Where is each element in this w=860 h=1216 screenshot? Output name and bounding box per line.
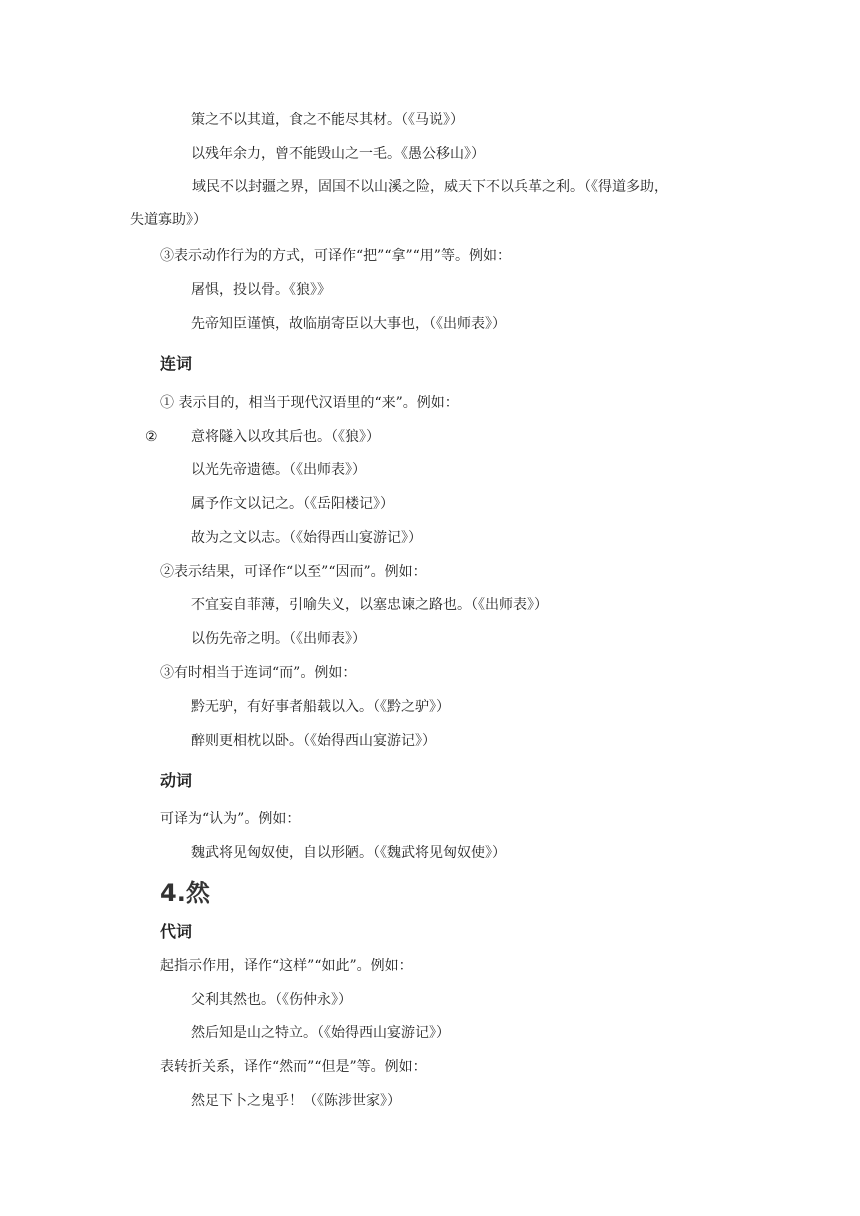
example-line: 然足下卜之鬼乎！（《陈涉世家》）	[191, 1093, 401, 1109]
section-heading-conjunction: 连词	[160, 354, 193, 373]
usage-description: 可译为“认为”。例如：	[160, 811, 301, 827]
section-heading-pronoun: 代词	[160, 922, 193, 941]
example-line: 属予作文以记之。（《岳阳楼记》）	[191, 496, 394, 512]
usage-description: ③表示动作行为的方式，可译作“把”“拿”“用”等。例如：	[160, 248, 511, 264]
example-line: 父利其然也。（《伤仲永》）	[191, 992, 352, 1008]
section-heading-verb: 动词	[160, 771, 193, 790]
usage-description: ②表示结果，可译作“以至”“因而”。例如：	[160, 564, 427, 580]
word-heading-ran: 4.然	[160, 879, 210, 907]
example-line: 以残年余力，曾不能毁山之一毛。《愚公移山》）	[191, 146, 485, 162]
usage-description: ① 表示目的，相当于现代汉语里的“来”。例如：	[160, 395, 459, 411]
example-line: 失道寡助》）	[130, 212, 207, 228]
example-line: 故为之文以志。（《始得西山宴游记》）	[191, 530, 422, 546]
example-line: 域民不以封疆之界，固国不以山溪之险，威天下不以兵革之利。（《得道多助，	[192, 179, 668, 195]
usage-description: ③有时相当于连词“而”。例如：	[160, 665, 357, 681]
example-line: 意将隧入以攻其后也。（《狼》）	[191, 429, 380, 445]
example-line: 黔无驴，有好事者船载以入。（《黔之驴》）	[191, 699, 450, 715]
example-line: 醉则更相枕以卧。（《始得西山宴游记》）	[191, 733, 436, 749]
example-line: 以光先帝遗德。（《出师表》）	[191, 462, 366, 478]
example-line: 不宜妄自菲薄，引喻失义，以塞忠谏之路也。（《出师表》）	[191, 597, 548, 613]
example-line: 然后知是山之特立。（《始得西山宴游记》）	[191, 1025, 450, 1041]
usage-description: 起指示作用，译作“这样”“如此”。例如：	[160, 958, 413, 974]
example-line: 策之不以其道，食之不能尽其材。（《马说》）	[191, 112, 464, 128]
example-paragraph	[130, 171, 730, 237]
list-number: ②	[145, 429, 158, 445]
example-line: 魏武将见匈奴使，自以形陋。（《魏武将见匈奴使》）	[191, 845, 506, 861]
example-line: 先帝知臣谨慎，故临崩寄臣以大事也，（《出师表》）	[191, 316, 506, 332]
example-line: 屠惧，投以骨。《狼》》	[191, 282, 331, 298]
usage-description: 表转折关系，译作“然而”“但是”等。例如：	[160, 1059, 427, 1075]
example-line: 以伤先帝之明。（《出师表》）	[191, 631, 366, 647]
